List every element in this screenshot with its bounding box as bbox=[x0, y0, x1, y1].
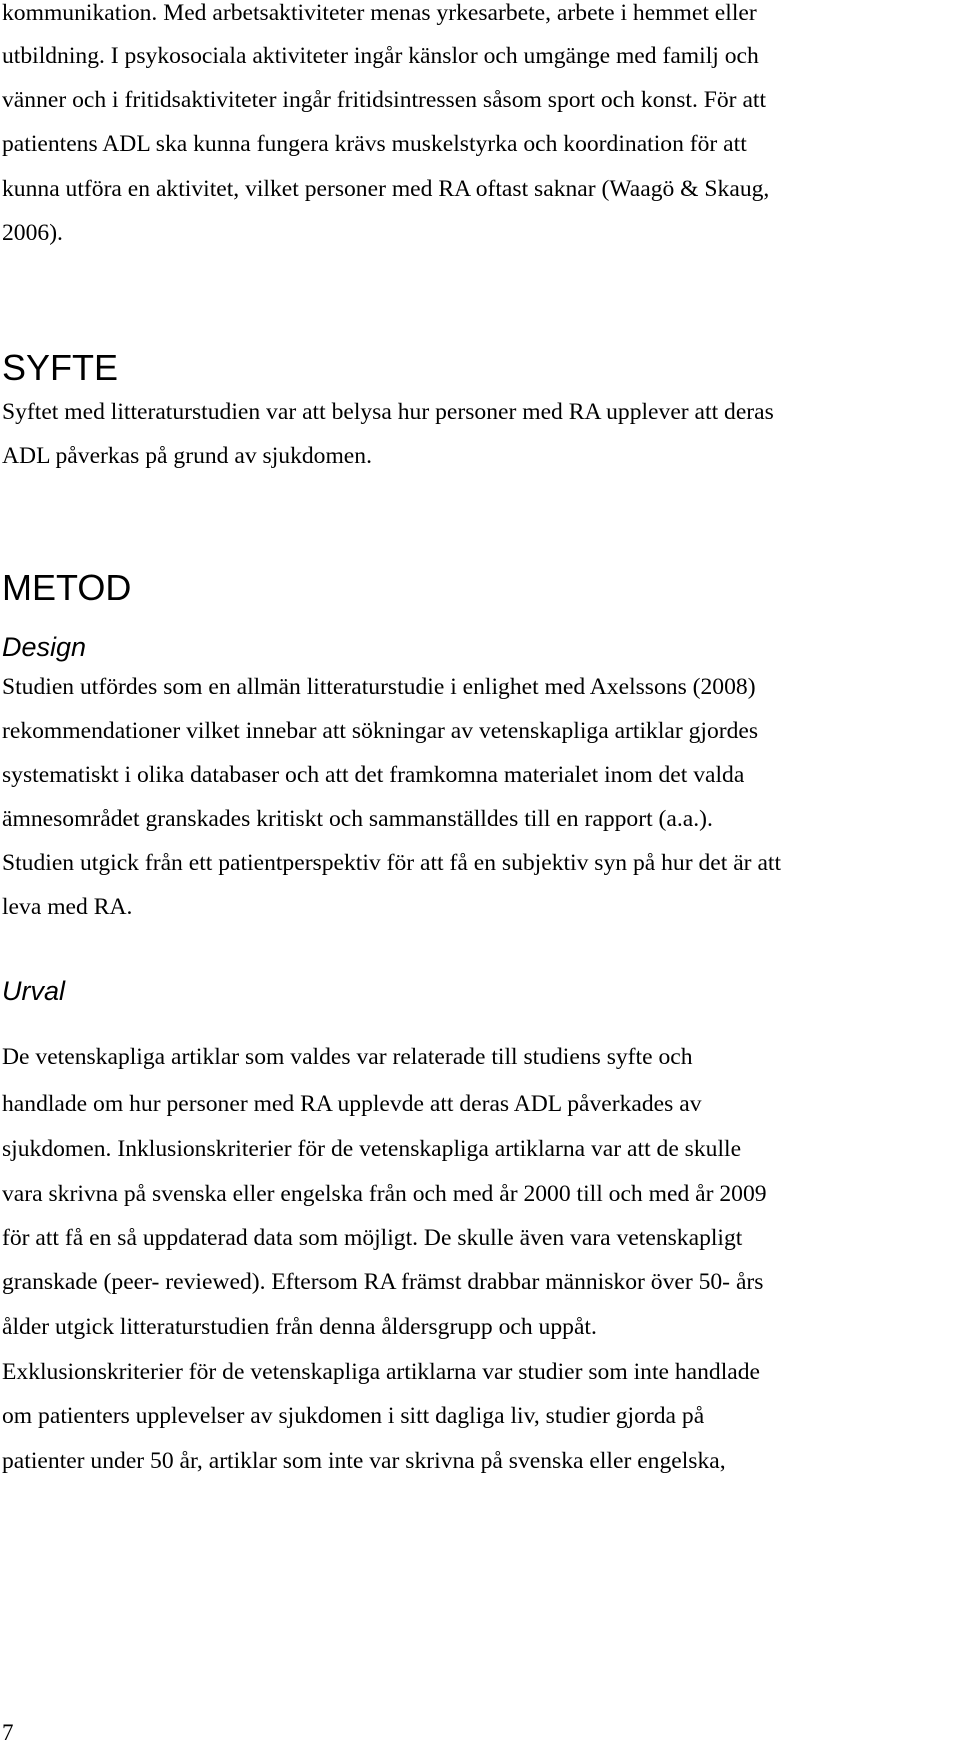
design-line: systematiskt i olika databaser och att det framkomna materialet inom det valda bbox=[2, 762, 745, 788]
design-line: ämnesområdet granskades kritiskt och sammanställdes till en rapport (a.a.). bbox=[2, 806, 713, 832]
syfte-line: Syftet med litteraturstudien var att belysa hur personer med RA upplever att deras bbox=[2, 399, 774, 425]
section-heading-metod: METOD bbox=[2, 567, 132, 608]
urval-line: för att få en så uppdaterad data som möjligt. De skulle även vara vetenskapligt bbox=[2, 1225, 743, 1251]
intro-line: kunna utföra en aktivitet, vilket personer med RA oftast saknar (Waagö & Skaug, bbox=[2, 176, 770, 202]
design-line: leva med RA. bbox=[2, 894, 133, 920]
intro-line: patientens ADL ska kunna fungera krävs muskelstyrka och koordination för att bbox=[2, 131, 747, 157]
urval-line: Exklusionskriterier för de vetenskapliga artiklarna var studier som inte handlade bbox=[2, 1359, 761, 1385]
urval-line: patienter under 50 år, artiklar som inte var skrivna på svenska eller engelska, bbox=[2, 1448, 726, 1474]
urval-line: sjukdomen. Inklusionskriterier för de vetenskapliga artiklarna var att de skulle bbox=[2, 1136, 742, 1162]
section-heading-syfte: SYFTE bbox=[2, 347, 119, 388]
syfte-line: ADL påverkas på grund av sjukdomen. bbox=[2, 443, 372, 469]
urval-line: ålder utgick litteraturstudien från denna åldersgrupp och uppåt. bbox=[2, 1314, 597, 1340]
intro-line: 2006). bbox=[2, 220, 63, 246]
page-number: 7 bbox=[2, 1720, 14, 1745]
design-line: Studien utfördes som en allmän litteraturstudie i enlighet med Axelssons (2008) bbox=[2, 674, 756, 700]
intro-line: vänner och i fritidsaktiviteter ingår fritidsintressen såsom sport och konst. För att bbox=[2, 87, 767, 113]
urval-line: om patienters upplevelser av sjukdomen i sitt dagliga liv, studier gjorda på bbox=[2, 1403, 705, 1429]
design-line: rekommendationer vilket innebar att sökningar av vetenskapliga artiklar gjordes bbox=[2, 718, 759, 744]
urval-line: handlade om hur personer med RA upplevde att deras ADL påverkades av bbox=[2, 1091, 702, 1117]
urval-line: De vetenskapliga artiklar som valdes var relaterade till studiens syfte och bbox=[2, 1044, 693, 1070]
urval-line: granskade (peer- reviewed). Eftersom RA främst drabbar människor över 50- års bbox=[2, 1269, 764, 1295]
subheading-design: Design bbox=[2, 632, 87, 662]
design-line: Studien utgick från ett patientperspektiv för att få en subjektiv syn på hur det är att bbox=[2, 850, 782, 876]
intro-line: utbildning. I psykosociala aktiviteter ingår känslor och umgänge med familj och bbox=[2, 43, 759, 69]
urval-line: vara skrivna på svenska eller engelska från och med år 2000 till och med år 2009 bbox=[2, 1181, 767, 1207]
intro-line: kommunikation. Med arbetsaktiviteter menas yrkesarbete, arbete i hemmet eller bbox=[2, 0, 757, 26]
subheading-urval: Urval bbox=[2, 976, 66, 1006]
